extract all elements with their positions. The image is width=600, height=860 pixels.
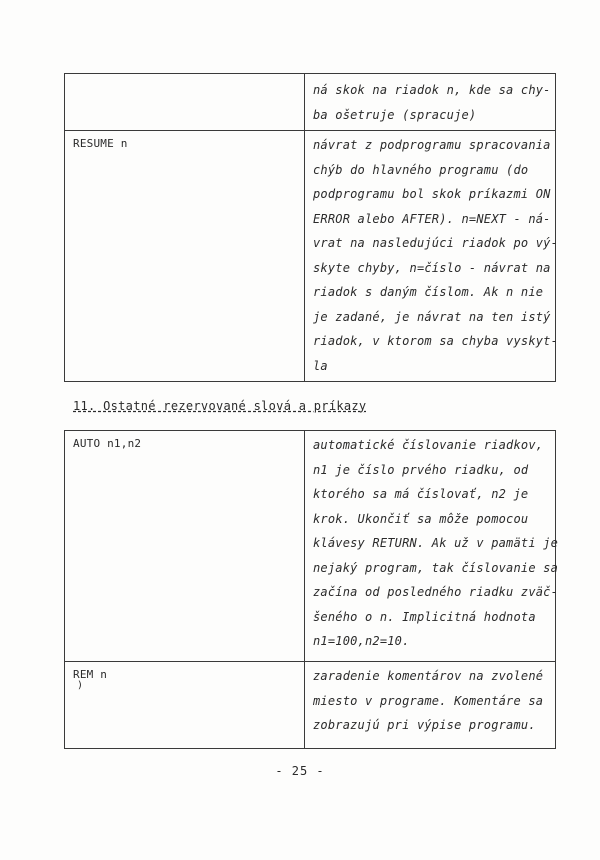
description-cell bbox=[305, 74, 556, 131]
description-line: ba ošetruje (spracuje) bbox=[313, 107, 477, 122]
command-cell bbox=[65, 662, 305, 749]
description-line: zobrazujú pri výpise programu. bbox=[313, 718, 536, 732]
description-line: podprogramu bol skok príkazmi ON bbox=[313, 187, 551, 201]
table-row bbox=[65, 74, 556, 131]
description-line: n1 je číslo prvého riadku, od bbox=[313, 462, 529, 477]
description-line: ná skok na riadok n, kde sa chy- bbox=[313, 83, 551, 97]
description-line: la bbox=[313, 358, 328, 373]
description-line: miesto v programe. Komentáre sa bbox=[313, 693, 544, 708]
description-line: vrat na nasledujúci riadok po vý- bbox=[313, 236, 559, 250]
description-line: je zadané, je návrat na ten istý bbox=[313, 309, 551, 324]
description-line: návrat z podprogramu spracovania bbox=[313, 138, 551, 152]
description-line: n1=100,n2=10. bbox=[313, 634, 410, 648]
command-name: AUTO n1,n2 bbox=[73, 437, 142, 450]
description-cell bbox=[305, 431, 559, 662]
command-table-top bbox=[64, 73, 559, 382]
description-line: šeného o n. Implicitná hodnota bbox=[313, 609, 536, 624]
description-line: chýb do hlavného programu (do bbox=[313, 162, 529, 177]
command-name: REM n bbox=[73, 668, 108, 681]
description-line: klávesy RETURN. Ak už v pamäti je bbox=[313, 536, 559, 550]
command-table-bottom bbox=[64, 430, 559, 749]
section-heading: 11. Ostatné rezervované slová a príkazy bbox=[73, 399, 367, 413]
description-line: ktorého sa má číslovať, n2 je bbox=[313, 487, 529, 501]
command-cell bbox=[65, 131, 305, 382]
command-cell bbox=[65, 431, 305, 662]
description-line: riadok s daným číslom. Ak n nie bbox=[313, 285, 544, 299]
command-sub-mark: ) bbox=[77, 680, 84, 691]
table-row bbox=[65, 431, 556, 662]
description-line: automatické číslovanie riadkov, bbox=[313, 438, 544, 452]
table-row bbox=[65, 131, 556, 382]
page-number: - 25 - bbox=[275, 764, 325, 778]
table-row bbox=[65, 662, 556, 749]
description-line: krok. Ukončiť sa môže pomocou bbox=[313, 511, 529, 526]
description-line: začína od posledného riadku zväč- bbox=[313, 585, 559, 599]
description-line: skyte chyby, n=číslo - návrat na bbox=[313, 260, 551, 275]
description-line: ERROR alebo AFTER). n=NEXT - ná- bbox=[313, 211, 551, 226]
description-line: riadok, v ktorom sa chyba vyskyt- bbox=[313, 334, 559, 348]
description-cell bbox=[305, 662, 556, 749]
description-line: zaradenie komentárov na zvolené bbox=[313, 669, 544, 683]
description-cell bbox=[305, 131, 559, 382]
command-cell bbox=[65, 74, 305, 131]
description-line: nejaký program, tak číslovanie sa bbox=[313, 560, 559, 575]
command-name: RESUME n bbox=[73, 137, 128, 150]
